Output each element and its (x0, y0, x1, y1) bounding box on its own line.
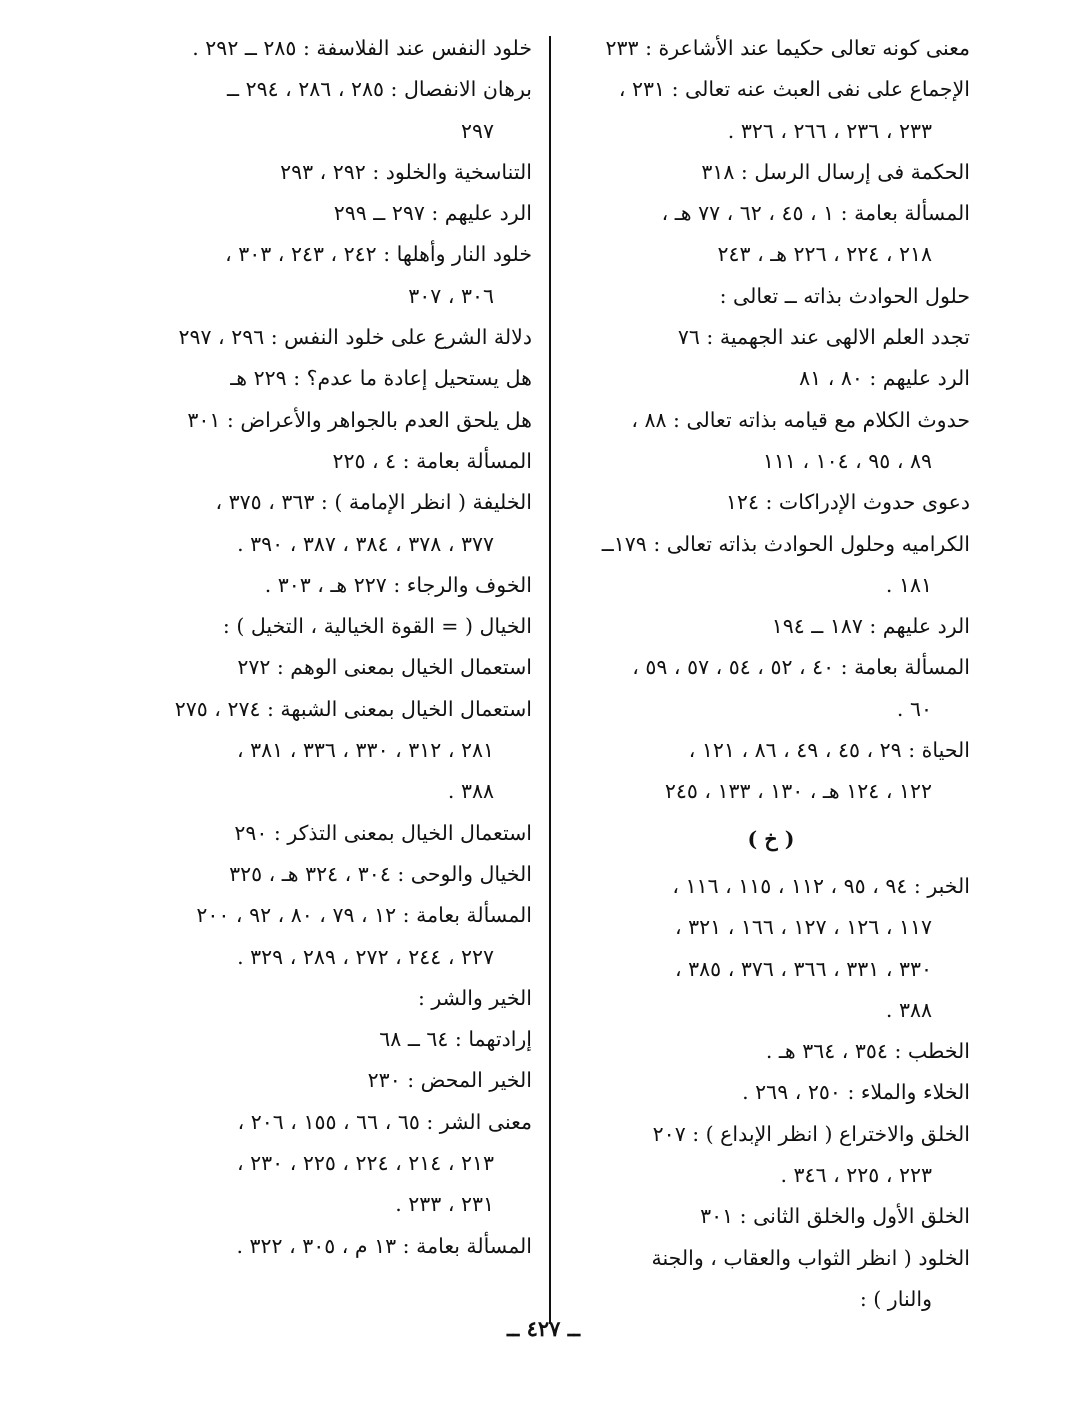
index-entry-line: المسألة بعامة : ١ ، ٤٥ ، ٦٢ ، ٧٧ هـ ، (661, 201, 970, 226)
index-entry-line: ٣٨٨ . (447, 779, 494, 804)
index-entry-line: ٢٢٧ ، ٢٤٤ ، ٢٧٢ ، ٢٨٩ ، ٣٢٩ . (237, 944, 494, 969)
index-entry-line: ٣٠٦ ، ٣٠٧ (408, 283, 494, 308)
index-entry-line: حدوث الكلام مع قيامه بذاته تعالى : ٨٨ ، (631, 407, 970, 432)
index-entry-line: المسألة بعامة : ١٣ م ، ٣٠٥ ، ٣٢٢ . (236, 1233, 532, 1258)
index-entry-line: الخيال ( = القوة الخيالية ، التخيل ) : (222, 614, 532, 639)
section-heading: ( خ ) (747, 826, 795, 851)
index-entry-line: الرد عليهم : ٢٩٧ ــ ٢٩٩ (333, 201, 532, 226)
index-entry-line: الخليفة ( انظر الإمامة ) : ٣٦٣ ، ٣٧٥ ، (215, 490, 532, 515)
index-entry-line: الحكمة فى إرسال الرسل : ٣١٨ (701, 159, 970, 184)
index-entry-line: الخطب : ٣٥٤ ، ٣٦٤ هـ . (765, 1039, 970, 1064)
index-entry-line: ٢٣١ ، ٢٣٣ . (395, 1192, 494, 1217)
left-column (128, 28, 532, 1267)
index-entry-line: معنى كونه تعالى حكيما عند الأشاعرة : ٢٣٣ (605, 36, 970, 60)
index-entry-line: ٦٠ . (896, 696, 932, 721)
index-entry-line: ٢٣٣ ، ٢٣٦ ، ٢٦٦ ، ٣٢٦ . (727, 118, 932, 143)
index-entry-line: الخبر : ٩٤ ، ٩٥ ، ١١٢ ، ١١٥ ، ١١٦ ، (672, 873, 970, 898)
index-entry-line: ٣٣٠ ، ٣٣١ ، ٣٦٦ ، ٣٧٦ ، ٣٨٥ ، (675, 956, 932, 981)
index-entry-line: الإجماع على نفى العبث عنه تعالى : ٢٣١ ، (618, 77, 970, 102)
index-entry-line: تجدد العلم الالهى عند الجهمية : ٧٦ (677, 325, 970, 350)
index-entry-line: الرد عليهم : ٨٠ ، ٨١ (799, 366, 970, 391)
index-entry-line: المسألة بعامة : ٤٠ ، ٥٢ ، ٥٤ ، ٥٧ ، ٥٩ ، (632, 655, 970, 680)
index-entry-line: استعمال الخيال بمعنى التذكر : ٢٩٠ (234, 820, 532, 845)
index-entry-line: الخوف والرجاء : ٢٢٧ هـ ، ٣٠٣ . (264, 572, 532, 597)
index-entry-line: هل يلحق العدم بالجواهر والأعراض : ٣٠١ (187, 407, 532, 432)
index-entry-line: الخير المحض : ٢٣٠ (367, 1068, 532, 1093)
index-entry-line: ٢٢٣ ، ٢٢٥ ، ٣٤٦ . (780, 1163, 932, 1188)
index-entry-line: الرد عليهم : ١٨٧ ــ ١٩٤ (771, 614, 970, 639)
index-entry-line: إرادتهما : ٦٤ ــ ٦٨ (379, 1027, 532, 1052)
index-entry-line: دعوى حدوث الإدراكات : ١٢٤ (725, 490, 970, 515)
index-entry-line: المسألة بعامة : ١٢ ، ٧٩ ، ٨٠ ، ٩٢ ، ٢٠٠ (196, 903, 532, 928)
index-entry-line: ٢٨١ ، ٣١٢ ، ٣٣٠ ، ٣٣٦ ، ٣٨١ ، (237, 738, 494, 763)
right-column (572, 28, 970, 1320)
index-entry-line: الخير والشر : (417, 985, 532, 1010)
index-entry-line: ٣٧٧ ، ٣٧٨ ، ٣٨٤ ، ٣٨٧ ، ٣٩٠ . (237, 531, 494, 556)
index-entry-line: حلول الحوادث بذاته ــ تعالى : (719, 283, 970, 308)
index-entry-line: استعمال الخيال بمعنى الوهم : ٢٧٢ (237, 655, 532, 680)
index-entry-line: ٢١٣ ، ٢١٤ ، ٢٢٤ ، ٢٢٥ ، ٢٣٠ ، (237, 1151, 494, 1176)
index-entry-line: برهان الانفصال : ٢٨٥ ، ٢٨٦ ، ٢٩٤ ــ (227, 77, 532, 102)
index-entry-line: ١١٧ ، ١٢٦ ، ١٢٧ ، ١٦٦ ، ٣٢١ ، (675, 915, 932, 940)
index-entry-line: خلود النفس عند الفلاسفة : ٢٨٥ ــ ٢٩٢ . (192, 36, 532, 60)
index-entry-line: ٢٩٧ (460, 118, 494, 143)
index-entry-line: الخلاء والملاء : ٢٥٠ ، ٢٦٩ . (742, 1080, 970, 1105)
page-number: ــ ٤٢٧ ــ (506, 1316, 581, 1341)
index-entry-line: الخيال والوحى : ٣٠٤ ، ٣٢٤ هـ ، ٣٢٥ (229, 861, 532, 886)
index-entry-line: الحياة : ٢٩ ، ٤٥ ، ٤٩ ، ٨٦ ، ١٢١ ، (688, 738, 970, 763)
index-entry-line: المسألة بعامة : ٤ ، ٢٢٥ (332, 448, 532, 473)
index-entry-line: التناسخية والخلود : ٢٩٢ ، ٢٩٣ (280, 159, 532, 184)
index-entry-line: والنار ) : (859, 1286, 932, 1311)
index-entry-line: ١٨١ . (885, 572, 932, 597)
index-entry-line: الكراميه وحلول الحوادث بذاته تعالى : ١٧٩ــ (601, 531, 970, 556)
index-entry-line: الخلق الأول والخلق الثانى : ٣٠١ (700, 1204, 970, 1229)
column-divider (549, 36, 551, 1324)
index-entry-line: ٣٨٨ . (885, 997, 932, 1022)
index-entry-line: استعمال الخيال بمعنى الشبهة : ٢٧٤ ، ٢٧٥ (174, 696, 532, 721)
index-entry-line: ٢١٨ ، ٢٢٤ ، ٢٢٦ هـ ، ٢٤٣ (717, 242, 932, 267)
index-entry-line: ١٢٢ ، ١٢٤ هـ ، ١٣٠ ، ١٣٣ ، ٢٤٥ (664, 779, 932, 804)
index-entry-line: الخلود ( انظر الثواب والعقاب ، والجنة (651, 1245, 970, 1270)
index-entry-line: معنى الشر : ٦٥ ، ٦٦ ، ١٥٥ ، ٢٠٦ ، (237, 1109, 532, 1134)
index-entry-line: الخلق والاختراع ( انظر الإبداع ) : ٢٠٧ (652, 1121, 970, 1146)
index-entry-line: هل يستحيل إعادة ما عدم؟ : ٢٢٩ هـ (230, 366, 532, 391)
index-entry-line: خلود النار وأهلها : ٢٤٢ ، ٢٤٣ ، ٣٠٣ ، (225, 242, 532, 267)
index-entry-line: ٨٩ ، ٩٥ ، ١٠٤ ، ١١١ (762, 448, 932, 473)
index-entry-line: دلالة الشرع على خلود النفس : ٢٩٦ ، ٢٩٧ (178, 325, 532, 350)
